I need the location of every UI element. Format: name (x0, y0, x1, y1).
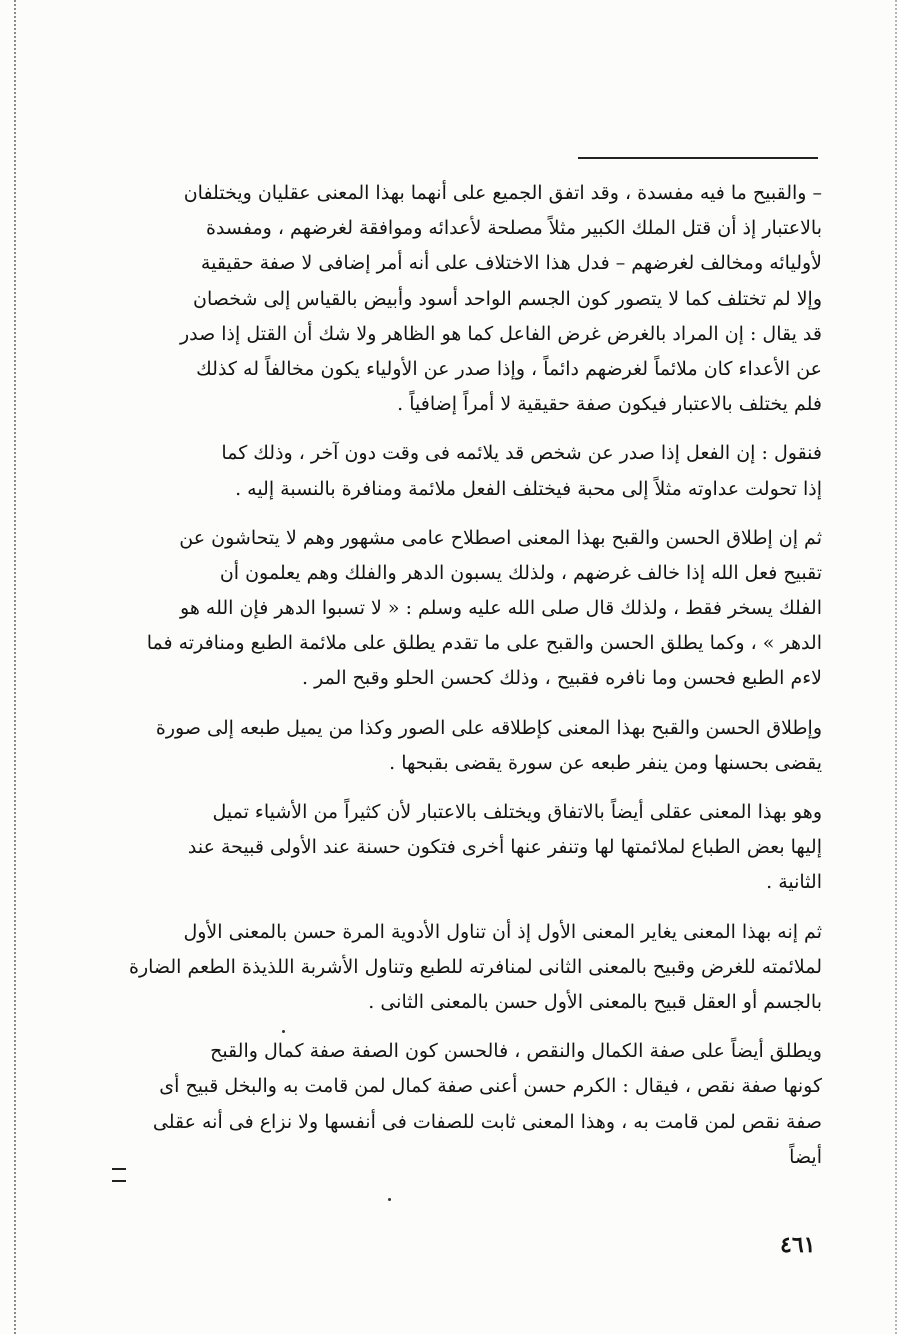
text-line: كونها صفة نقص ، فيقال : الكرم حسن أعنى صفة كمال لمن قامت به والبخل قبيح أى (159, 1075, 822, 1098)
text-line: بالجسم أو العقل قبيح بالمعنى الأول حسن بالمعنى الثانى . (368, 990, 822, 1013)
paragraph-4 (96, 711, 822, 781)
text-line: الدهر » ، وكما يطلق الحسن والقبح على ما تقدم يطلق على ملائمة الطبع ومنافرته فما (146, 632, 822, 655)
page-edge-dotted-left (14, 0, 16, 1334)
footnote-rule (578, 157, 818, 159)
text-line: يقضى بحسنها ومن ينفر طبعه عن سورة يقضى بقبحها . (389, 751, 822, 774)
text-line: لأوليائه ومخالف لغرضهم – فدل هذا الاختلاف على أنه أمر إضافى لا صفة حقيقية (200, 252, 822, 275)
text-line: إذا تحولت عداوته مثلاً إلى محبة فيختلف الفعل ملائمة ومنافرة بالنسبة إليه . (235, 477, 822, 500)
text-line: وهو بهذا المعنى عقلى أيضاً بالاتفاق ويختلف بالاعتبار لأن كثيراً من الأشياء تميل (212, 801, 822, 823)
text-line: ويطلق أيضاً على صفة الكمال والنقص ، فالحسن كون الصفة صفة كمال والقبح (210, 1040, 822, 1063)
text-line: صفة نقص لمن قامت به ، وهذا المعنى ثابت للصفات فى أنفسها ولا نزاع فى أنه عقلى (152, 1110, 822, 1133)
scan-speck (388, 1198, 391, 1201)
text-line: ثم إنه بهذا المعنى يغاير المعنى الأول إذ أن تناول الأدوية المرة حسن بالمعنى الأول (183, 920, 822, 943)
scan-speck (282, 1030, 285, 1033)
text-line: الفلك يسخر فقط ، ولذلك قال صلى الله عليه وسلم : « لا تسبوا الدهر فإن الله هو (180, 597, 822, 620)
text-line: وإلا لم تختلف كما لا يتصور كون الجسم الواحد أسود وأبيض بالقياس إلى شخصان (193, 287, 822, 310)
text-line: بالاعتبار إذ أن قتل الملك الكبير مثلاً مصلحة لأعدائه وموافقة لغرضهم ، ومفسدة (205, 217, 822, 240)
text-line: قد يقال : إن المراد بالغرض غرض الفاعل كما هو الظاهر ولا شك أن القتل إذا صدر (179, 322, 822, 345)
text-line: وإطلاق الحسن والقبح بهذا المعنى كإطلاقه على الصور وكذا من يميل طبعه إلى صورة (155, 716, 822, 739)
text-line: فلم يختلف بالاعتبار فيكون صفة حقيقية لا أمراً إضافياً . (397, 393, 822, 416)
body-text (96, 176, 822, 1175)
page-number: ٤٦١ (780, 1232, 816, 1258)
text-line: الثانية . (766, 871, 822, 894)
paragraph-2 (96, 436, 822, 506)
text-line: فنقول : إن الفعل إذا صدر عن شخص قد يلائمه فى وقت دون آخر ، وذلك كما (221, 442, 822, 465)
text-line: ثم إن إطلاق الحسن والقبح بهذا المعنى اصطلاح عامى مشهور وهم لا يتحاشون عن (179, 526, 822, 549)
text-line: لملائمته للغرض وقبيح بالمعنى الثانى لمنافرته للطبع وتناول الأشربة اللذيذة الطعم الضارة (128, 955, 822, 978)
paragraph-5 (96, 795, 822, 901)
paragraph-6 (96, 915, 822, 1021)
text-line: لاءم الطبع فحسن وما نافره فقبيح ، وذلك كحسن الحلو وقبح المر . (302, 667, 822, 690)
paragraph-7 (96, 1034, 822, 1175)
page-edge-dotted-right (895, 0, 897, 1334)
text-line: أيضاً (789, 1145, 822, 1168)
text-line: عن الأعداء كان ملائماً لغرضهم دائماً ، وإذا صدر عن الأولياء يكون مخالفاً له كذلك (196, 357, 822, 380)
text-line: – والقبيح ما فيه مفسدة ، وقد اتفق الجميع على أنهما بهذا المعنى عقليان ويختلفان (183, 182, 822, 204)
text-line: تقبيح فعل الله إذا خالف غرضهم ، ولذلك يسبون الدهر والفلك وهم يعلمون أن (219, 561, 822, 584)
paragraph-1 (96, 176, 822, 422)
continuation-mark (112, 1168, 126, 1182)
paragraph-3 (96, 521, 822, 697)
text-line: إليها بعض الطباع لملائمتها لها وتنفر عنها أخرى فتكون حسنة عند الأولى قبيحة عند (187, 836, 822, 859)
